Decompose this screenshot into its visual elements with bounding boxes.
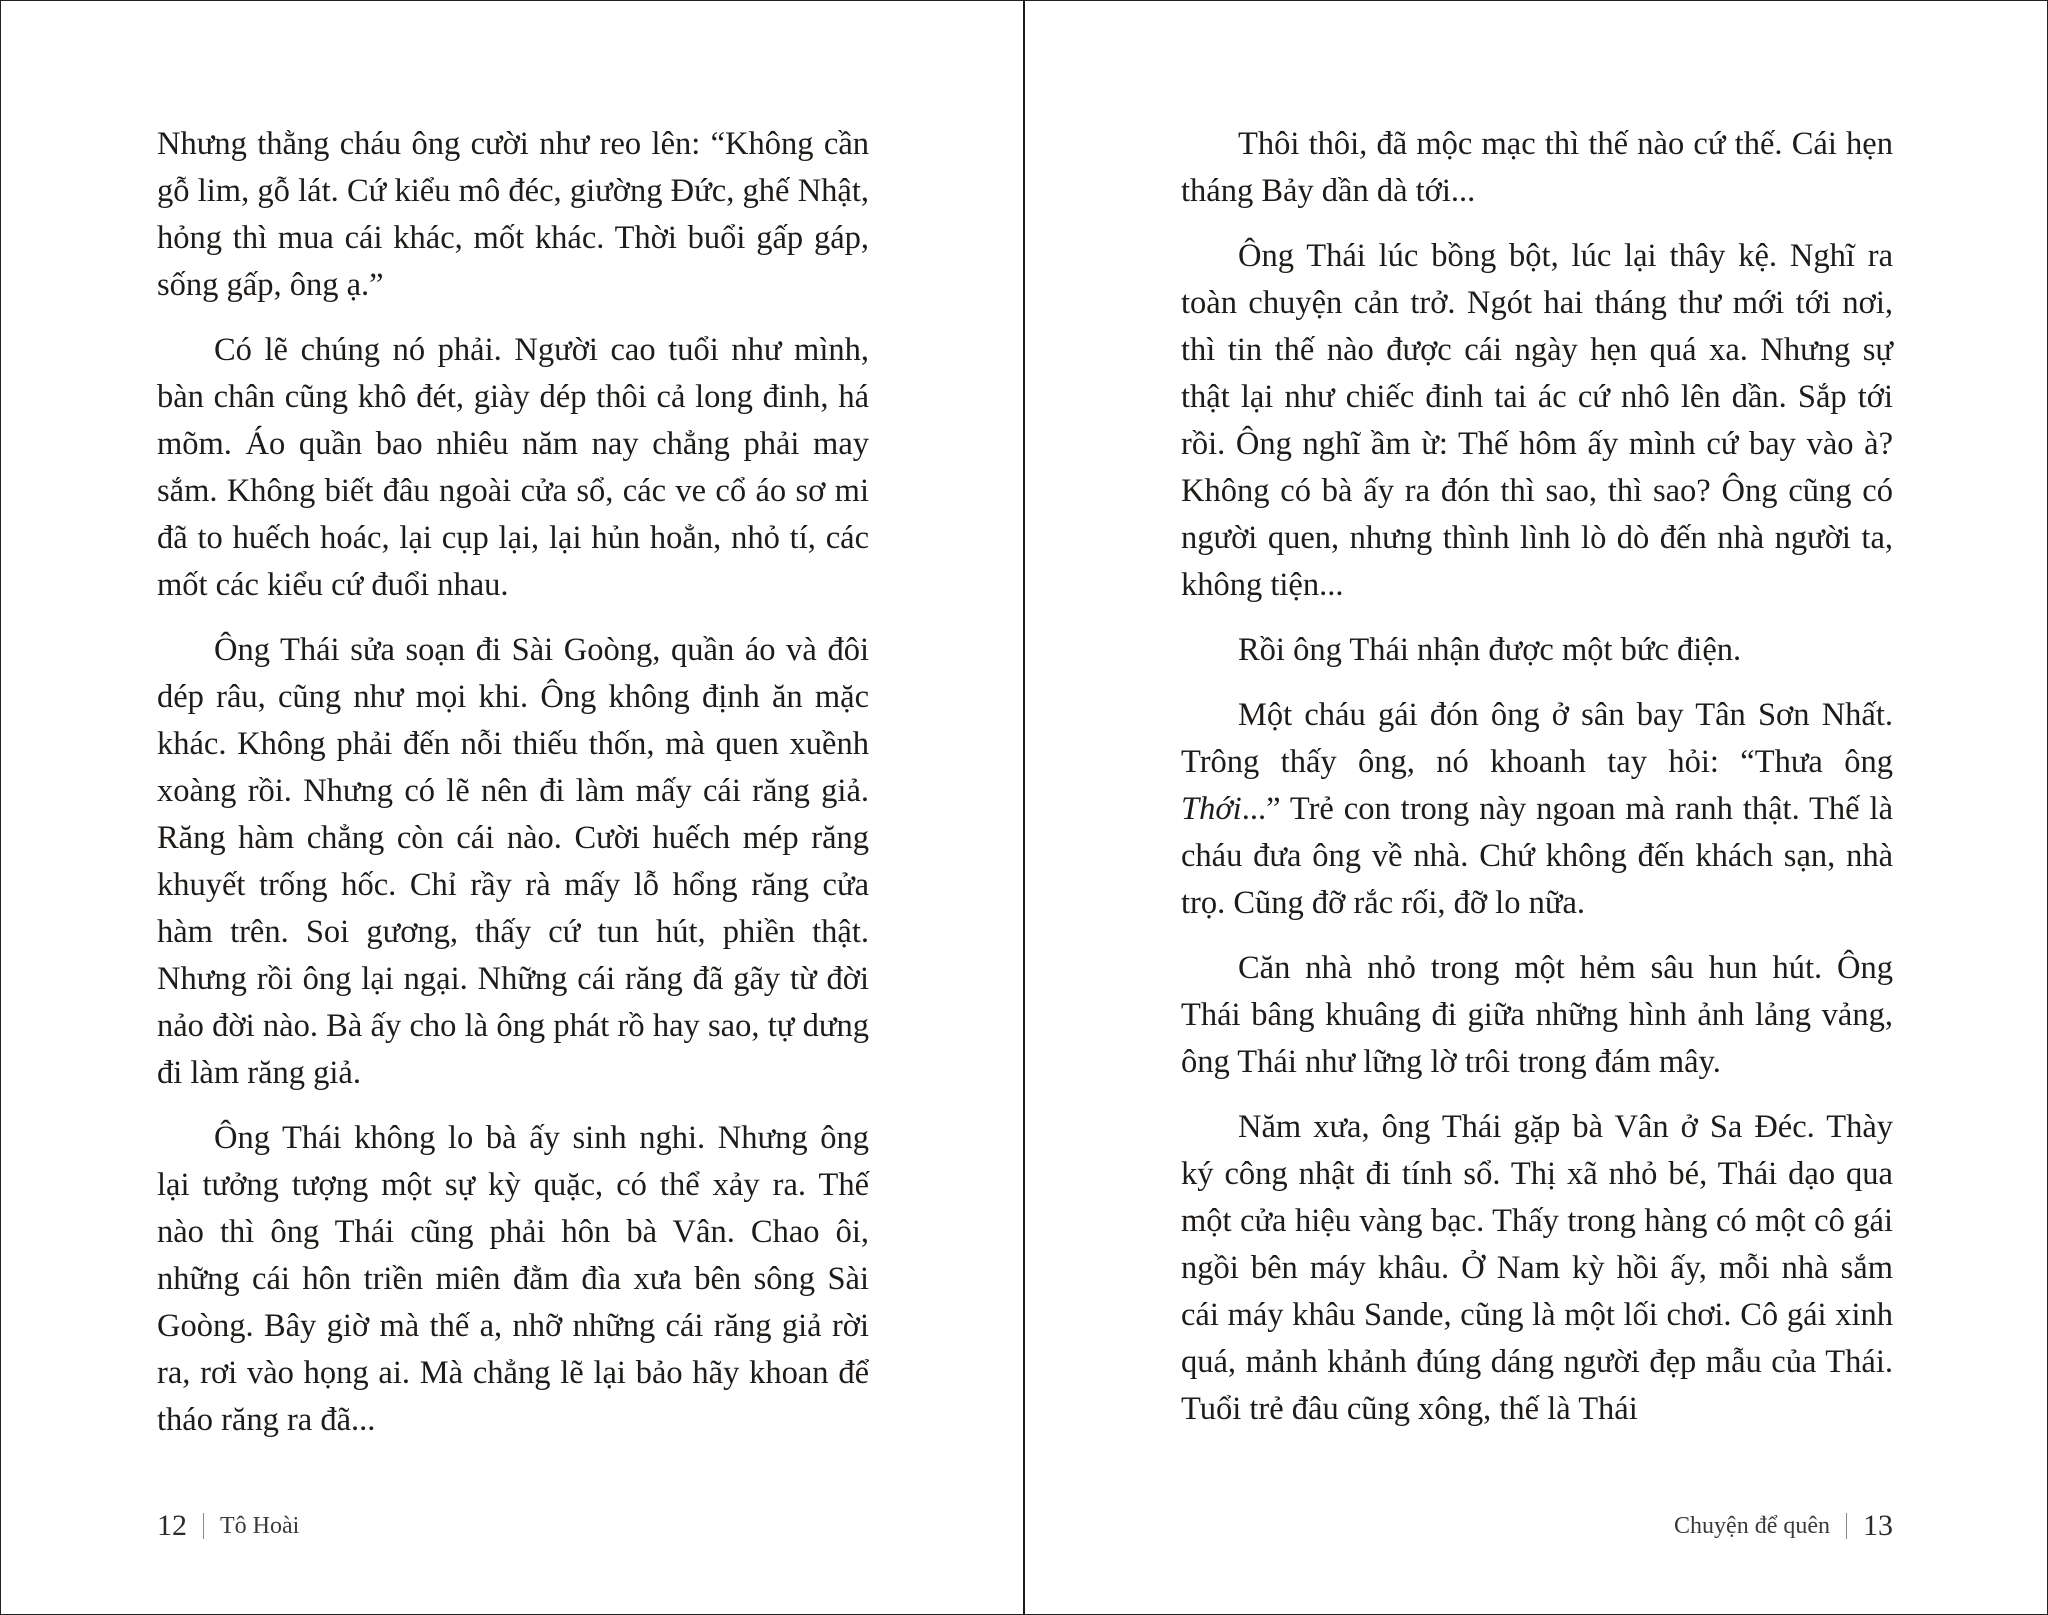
paragraph-text: Một cháu gái đón ông ở sân bay Tân Sơn Nhất. Trông thấy ông, nó khoanh tay hỏi: “Thưa ông (1181, 697, 1893, 780)
paragraph: Rồi ông Thái nhận được một bức điện. (1238, 632, 1742, 668)
page-gutter (1023, 1, 1025, 1614)
paragraph (1181, 692, 1893, 927)
paragraph: Thôi thôi, đã mộc mạc thì thế nào cứ thế. Cái hẹn tháng Bảy dần dà tới... (1181, 126, 1893, 209)
page-number: 12 (157, 1509, 187, 1542)
paragraph: Căn nhà nhỏ trong một hẻm sâu hun hút. Ông Thái bâng khuâng đi giữa những hình ảnh lảng vảng, ông Thái như lững lờ trôi trong đám mây. (1181, 950, 1893, 1080)
paragraph: Ông Thái sửa soạn đi Sài Goòng, quần áo và đôi dép râu, cũng như mọi khi. Ông không định ăn mặc khác. Không phải đến nỗi thiếu thốn, mà quen xuềnh xoàng rồi. Nhưng có lẽ nên đi làm mấy cái răng giả. Răng hàm chẳng còn cái nào. Cười huếch mép răng khuyết trống hốc. Chỉ rầy rà mấy lỗ hổng răng cửa hàm trên. Soi gương, thấy cứ tun hút, phiền thật. Nhưng rồi ông lại ngại. Những cái răng đã gãy từ đời nảo đời nào. Bà ấy cho là ông phát rồ hay sao, tự dưng đi làm răng giả. (157, 632, 869, 1091)
running-head-title: Chuyện để quên (1674, 1512, 1830, 1539)
paragraph: Có lẽ chúng nó phải. Người cao tuổi như mình, bàn chân cũng khô đét, giày dép thôi cả long đinh, há mõm. Áo quần bao nhiêu năm nay chẳng phải may sắm. Không biết đâu ngoài cửa sổ, các ve cổ áo sơ mi đã to huếch hoác, lại cụp lại, lại hủn hoẳn, nhỏ tí, các mốt các kiểu cứ đuổi nhau. (157, 332, 869, 603)
paragraph: Ông Thái không lo bà ấy sinh nghi. Nhưng ông lại tưởng tượng một sự kỳ quặc, có thể xảy ra. Thế nào thì ông Thái cũng phải hôn bà Vân. Chao ôi, những cái hôn triền miên đằm đìa xưa bên sông Sài Goòng. Bây giờ mà thế a, nhỡ những cái răng giả rời ra, rơi vào họng ai. Mà chẳng lẽ lại bảo hãy khoan để tháo răng ra đã... (157, 1120, 869, 1438)
italic-name: Thới (1181, 791, 1242, 827)
paragraph: Ông Thái lúc bồng bột, lúc lại thây kệ. Nghĩ ra toàn chuyện cản trở. Ngót hai tháng thư mới tới nơi, thì tin thế nào được cái ngày hẹn quá xa. Nhưng sự thật lại như chiếc đinh tai ác cứ nhô lên dần. Sắp tới rồi. Ông nghĩ ầm ừ: Thế hôm ấy mình cứ bay vào à? Không có bà ấy ra đón thì sao, thì sao? Ông cũng có người quen, nhưng thình lình lò dò đến nhà người ta, không tiện... (1181, 238, 1893, 603)
paragraph: Nhưng thằng cháu ông cười như reo lên: “Không cần gỗ lim, gỗ lát. Cứ kiểu mô đéc, giường Đức, ghế Nhật, hỏng thì mua cái khác, mốt khác. Thời buổi gấp gáp, sống gấp, ông ạ.” (157, 126, 869, 303)
left-page-body (157, 121, 869, 1462)
paragraph-text: ...” Trẻ con trong này ngoan mà ranh thật. Thế là cháu đưa ông về nhà. Chứ không đến khách sạn, nhà trọ. Cũng đỡ rắc rối, đỡ lo nữa. (1181, 791, 1893, 921)
footer-separator (203, 1513, 204, 1539)
paragraph: Năm xưa, ông Thái gặp bà Vân ở Sa Đéc. Thày ký công nhật đi tính sổ. Thị xã nhỏ bé, Thái dạo qua một cửa hiệu vàng bạc. Thấy trong hàng có một cô gái ngồi bên máy khâu. Ở Nam kỳ hồi ấy, mỗi nhà sắm cái máy khâu Sande, cũng là một lối chơi. Cô gái xinh quá, mảnh khảnh đúng dáng người đẹp mẫu của Thái. Tuổi trẻ đâu cũng xông, thế là Thái (1181, 1109, 1893, 1427)
right-page-footer (1674, 1509, 1893, 1543)
right-page-body (1181, 121, 1893, 1451)
left-page-footer (157, 1509, 299, 1543)
footer-separator (1846, 1513, 1847, 1539)
running-head-author: Tô Hoài (220, 1512, 300, 1539)
page-number: 13 (1863, 1509, 1893, 1542)
